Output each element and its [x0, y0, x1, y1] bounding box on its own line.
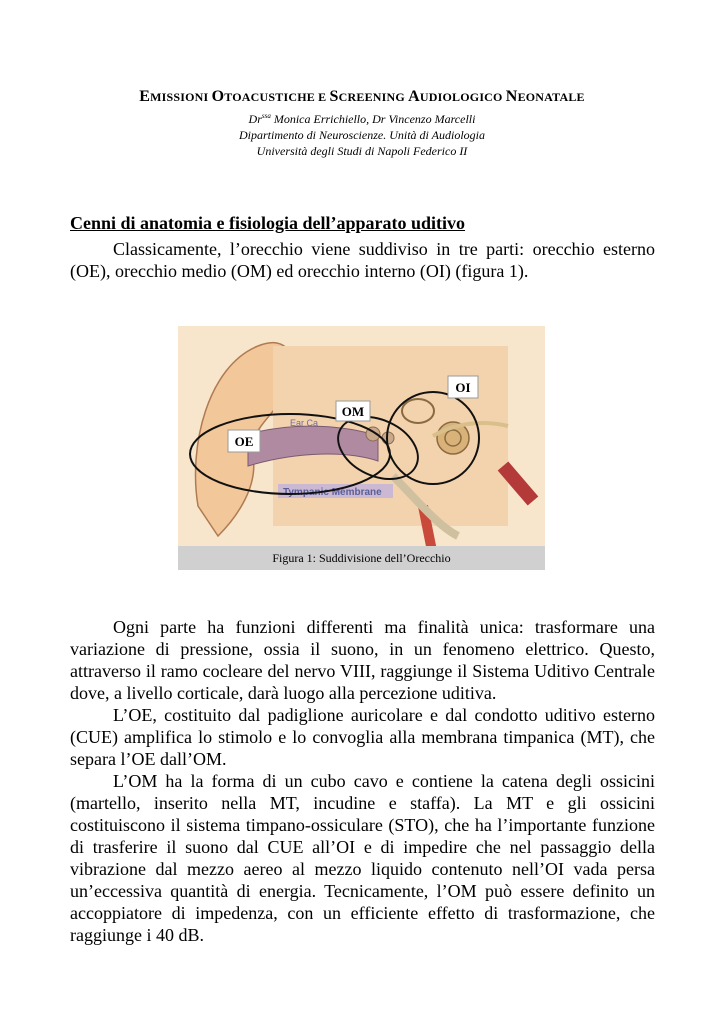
ear-anatomy-figure — [178, 326, 545, 570]
ear-canal-label: Ear Ca — [290, 418, 319, 428]
title-letter: E — [139, 88, 151, 105]
title-letter: A — [408, 88, 420, 105]
university: Università degli Studi di Napoli Federico II — [256, 144, 468, 158]
body-paragraph-3: L’OM ha la forma di un cubo cavo e contiene la catena degli ossicini (martello, inserito nella MT, incudine e staffa). La MT e gli ossicini costituiscono il sistema timpano-ossiculare (STO), che ha l’importante funzione di trasferire il suono dal CUE all’OI e di impedire che nel passaggio della vibrazione dal mezzo aereo al mezzo liquido contenuto nell’OI vada persa un’eccessiva quantità di energia. Tecnicamente, l’OM può essere definito un accoppiatore di impedenza, con un efficiente effetto di trasformazione, che raggiunge i 40 dB. — [70, 771, 655, 945]
title-letter: N — [505, 88, 518, 105]
document-title — [0, 88, 724, 106]
title-rest: MISSIONI — [150, 90, 212, 104]
figure-caption: Figura 1: Suddivisione dell’Orecchio — [178, 546, 545, 570]
section-heading: Cenni di anatomia e fisiologia dell’apparato uditivo — [70, 213, 466, 233]
body-paragraph-2: L’OE, costituito dal padiglione auricolare e dal condotto uditivo esterno (CUE) amplifica lo stimolo e lo convoglia alla membrana timpanica (MT), che separa l’OE dall’OM. — [70, 705, 655, 769]
title-rest: UDIOLOGICO — [419, 90, 506, 104]
title-letter: O — [211, 88, 225, 105]
author-names — [0, 108, 724, 127]
oe-label: OE — [234, 434, 254, 449]
dr-prefix: Dr — [248, 112, 262, 126]
intro-paragraph: Classicamente, l’orecchio viene suddiviso in tre parti: orecchio esterno (OE), orecchio medio (OM) ed orecchio interno (OI) (figura 1). — [70, 239, 655, 281]
title-rest: CREENING — [338, 90, 409, 104]
om-label: OM — [341, 404, 365, 419]
dr-superscript: ssa — [261, 112, 271, 120]
title-rest: EONATALE — [517, 90, 585, 104]
author-list: Monica Errichiello, Dr Vincenzo Marcelli — [270, 112, 476, 126]
tympanic-label: Tympanic Membrane — [283, 487, 382, 498]
oi-label: OI — [455, 380, 471, 395]
title-rest: TOACUSTICHE E — [224, 90, 330, 104]
body-paragraph-1: Ogni parte ha funzioni differenti ma finalità unica: trasformare una variazione di pressione, ossia il suono, in un fenomeno elettrico. Questo, attraverso il ramo cocleare del nervo VIII, raggiunge il Sistema Uditivo Centrale dove, a livello corticale, darà luogo alla percezione uditiva. — [70, 617, 655, 703]
department: Dipartimento di Neuroscienze. Unità di Audiologia — [239, 128, 485, 142]
author-block — [0, 108, 724, 159]
title-letter: S — [329, 88, 339, 105]
